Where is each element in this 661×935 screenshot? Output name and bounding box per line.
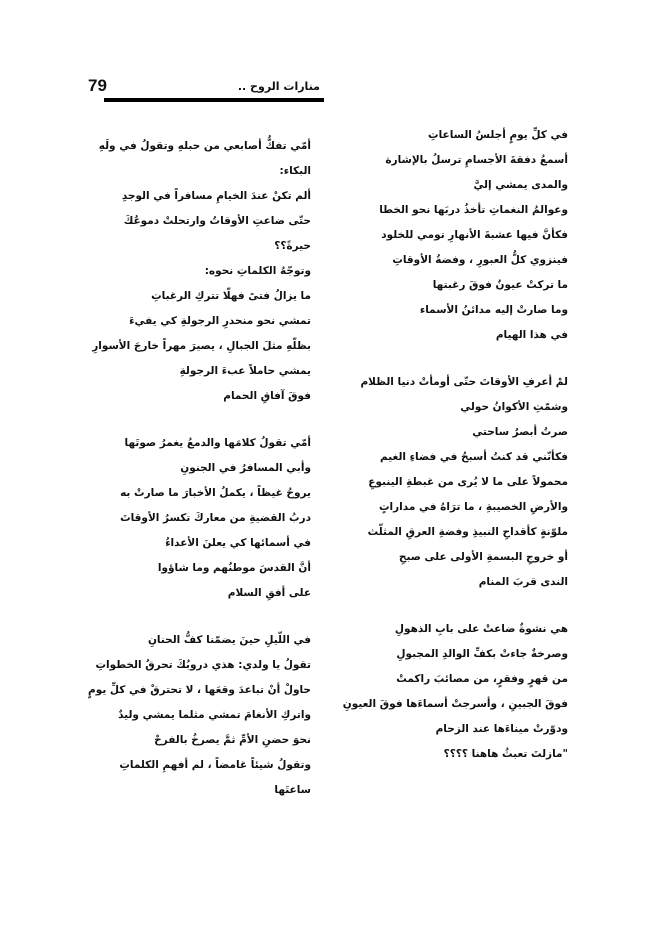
poem-line: في هذا الهيام [495,329,568,341]
poem-line: وصرخةٌ جاءتْ بكفِّ الوالدِ المجبولِ [396,648,568,660]
poem-line: البكاء: [279,165,311,177]
poem-line: صرتُ أبصرُ ساحتي [472,426,568,438]
poem-line: حتّى ضاعتِ الأوقاتُ وارتحلتْ دموعُكَ [123,215,311,227]
poem-line: على أفقِ السلام [227,587,311,599]
poem-line: واتركِ الأنغامَ تمشي مثلما يمشي وليدٌ [118,709,311,721]
poem-line: يروحُ غيظاً ، يكملُ الأخبارَ ما صارتْ به [120,487,311,499]
poem-line: نحوَ حضنِ الأمِّ ثمَّ يصرخُ بالفرحْ [154,734,311,746]
poem-line: تمشي نحو منحدرِ الرجولةِ كي يفيءَ [129,315,311,327]
left-column [71,134,311,825]
poem-line: ما يزالُ فتىً فهلّا تتركِ الرغباتِ [151,290,311,302]
poem-line: في اللّيلِ حينَ يضمّنا كفُّ الحنانِ [147,634,311,646]
poem-line: ما تركتْ عيونٌ فوقَ رغبتها [432,279,568,291]
stanza [71,628,311,803]
running-title: منارات الروح .. [237,80,320,93]
poem-line: أمّي تفكُّ أصابعي من حبلهِ وتقولُ في ولَهِ [98,140,311,152]
poem-line: لمْ أعرفِ الأوقاتَ حتّى أومأتْ دنيا الظلام [360,376,568,388]
poem-line: وشمّتِ الأكوانُ حولي [460,401,568,413]
poem-line: هي نشوةٌ ضاعتْ على بابِ الذهولِ [394,623,568,635]
page-number: 79 [88,76,107,95]
stanza [71,431,311,606]
poem-line: يمشي حاملاً عبءَ الرجولةِ [179,365,311,377]
poem-line: والأرضِ الخصيبةِ ، ما ترَاهُ في مداراتٍ [378,501,568,513]
poem-line: من قهرٍ وفقرٍ، من مصائبَ راكمتْ [396,673,568,685]
stanza [336,617,568,767]
poem-line: ألم تكنْ عندَ الخيامِ مسافراً في الوجدِ [121,190,311,202]
poem-line: ودوّرتْ ميناءَها عند الزحام [435,723,568,735]
poem-line: فكأنَّ فيها عشبةَ الأنهارِ تومي للخلود [381,229,568,241]
poem-line: أسمعُ دفقةَ الأجسامِ ترسلُ بالإشارة [385,154,568,166]
poem-line: ساعتَها [274,784,311,796]
poem-line: وعوالمُ النغماتِ تأخذُ دربَها نحو الخطا [379,204,568,216]
poem-line: حيرةً؟؟ [274,240,311,252]
poem-line: والمدى يمشي إليَّ [473,179,568,191]
poem-line: فوقَ الجبينِ ، وأسرجتْ أسماءَها فوقَ العيونِ [342,698,568,710]
poem-line: الندى قربَ المنام [478,576,568,588]
poem-line: "مازلتَ تعبثُ هاهنا ؟؟؟؟ [443,748,568,760]
poem-line: أمّي تقولُ كلامَها والدمعُ يغمرُ صوتَها [124,437,311,449]
poem-line: ملوّنةٍ كأقداحِ النبيذِ وفضةِ العرقِ المثلّث [367,526,568,538]
poem-line: في أسمائها كي يعلنَ الأعداءُ [165,537,311,549]
poem-line: دربُ القضيةِ من معاركَ تكسرُ الأوقاتَ [120,512,311,524]
poem-line: وتوجّهُ الكلماتِ نحوه: [204,265,311,277]
poem-line: فوقَ آفاقِ الحمام [223,390,311,402]
stanza [336,370,568,595]
poem-line: فينزوي كلُّ العبورِ ، وفضةُ الأوقاتِ [392,254,568,266]
right-column [336,123,568,789]
stanza [71,134,311,409]
poem-line: محمولاً على ما لا يُرى من غبطةِ الينبوعِ [368,476,568,488]
poem-line: حاولْ أنْ تباعدَ وقعَها ، لا تحترقْ في كلِّ يومٍ [88,684,311,696]
poem-line: وما صارتْ إليه مدائنُ الأسماء [419,304,568,316]
poem-line: وأبي المسافرُ في الجنونِ [180,462,311,474]
poem-line: أو خروجِ البسمةِ الأولى على صبحِ [398,551,568,563]
poem-line: بظلّهِ مثلَ الجبالِ ، يصيرَ مهراً خارجَ الأسوارِ [92,340,311,352]
poem-line: فكأنّني قد كنتُ أسبحُ في فضاءِ الغيم [380,451,568,463]
stanza [336,123,568,348]
header-rule [104,98,324,102]
poem-line: في كلِّ يومٍ أجلسُ الساعاتِ [428,129,568,141]
poem-line: وتقولُ شيئاً غامضاً ، لم أفهمِ الكلماتِ [119,759,311,771]
poem-line: تقولُ يا ولدي: هذي دروبُكَ تحرقُ الخطواتِ [95,659,311,671]
poem-line: أنَّ القدسَ موطنُهم وما شاؤوا [157,562,311,574]
